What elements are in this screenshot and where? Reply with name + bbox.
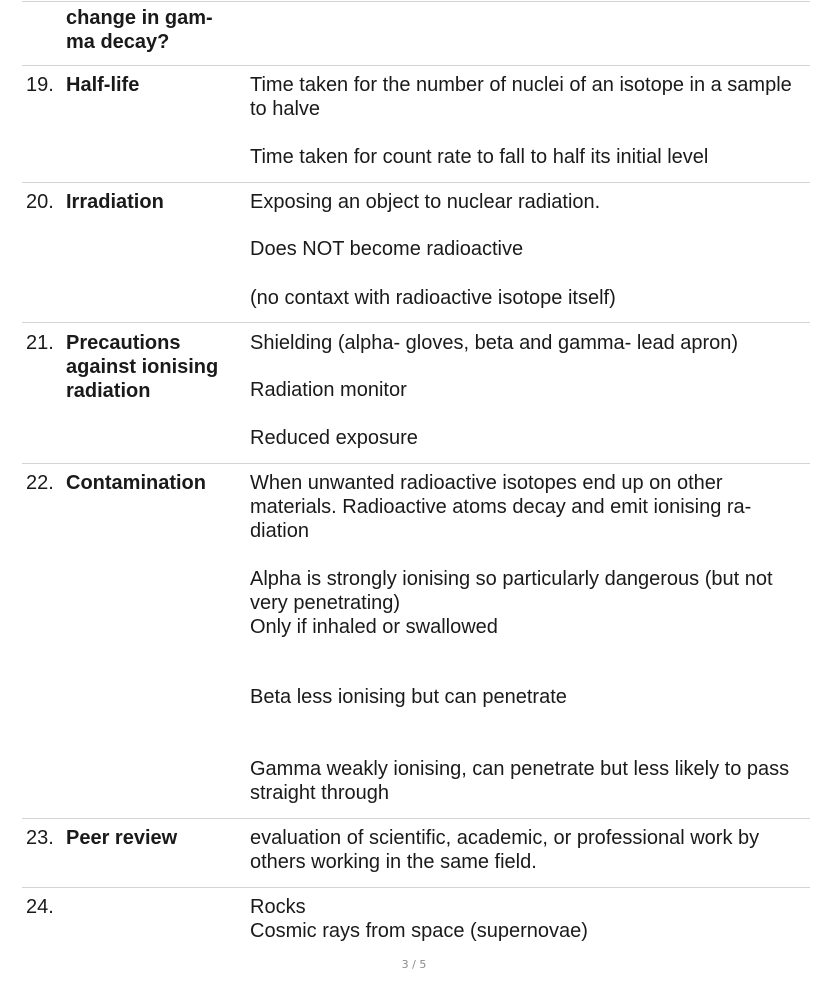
definition-text: Does NOT become radioactive — [250, 238, 524, 260]
row-divider — [22, 65, 810, 66]
term-cell — [26, 331, 241, 402]
definition-text: Radiation monitor — [250, 379, 407, 401]
definition-text: Alpha is strongly ionising so particularly dangerous (but not very penetrating) — [250, 568, 773, 614]
row-divider — [22, 1, 810, 2]
row-divider — [22, 182, 810, 183]
row-number: 21. — [26, 332, 54, 354]
definition-text: Exposing an object to nuclear radiation. — [250, 191, 601, 213]
row-number: 24. — [26, 896, 54, 918]
term-name: Irradiation — [66, 191, 164, 213]
definition-text: evaluation of scientific, academic, or professional work by others working in the same field. — [250, 827, 760, 873]
carryover-term: change in gam- ma decay? — [66, 7, 213, 53]
term-cell — [26, 895, 241, 919]
definition-text: Cosmic rays from space (supernovae) — [250, 920, 588, 942]
row-divider — [22, 887, 810, 888]
definition-text: Reduced exposure — [250, 427, 418, 449]
definition-text: Rocks — [250, 896, 306, 918]
term-cell — [26, 471, 241, 495]
definition-text: Shielding (alpha- gloves, beta and gamma- lead apron) — [250, 332, 739, 354]
definition-text: When unwanted radioactive isotopes end up on other materials. Radioactive atoms decay and emit ionising ra-diation — [250, 472, 752, 542]
definition-text: Only if inhaled or swallowed — [250, 616, 498, 638]
term-name: Contamination — [66, 472, 206, 494]
term-name: Half-life — [66, 74, 140, 96]
term-cell — [26, 826, 241, 850]
term-cell — [26, 190, 241, 214]
row-divider — [22, 322, 810, 323]
row-number: 23. — [26, 827, 54, 849]
definition-text: Beta less ionising but can penetrate — [250, 686, 567, 708]
definition-text: (no contaxt with radioactive isotope itself) — [250, 287, 616, 309]
definition-text: Time taken for count rate to fall to half its initial level — [250, 146, 709, 168]
definition-text: Time taken for the number of nuclei of an isotope in a sample to halve — [250, 74, 792, 120]
definition-text: Gamma weakly ionising, can penetrate but less likely to pass straight through — [250, 758, 790, 804]
term-name: Precautions against ionising radiation — [66, 332, 219, 402]
term-name: Peer review — [66, 827, 178, 849]
page-indicator: 3 / 5 — [401, 958, 427, 971]
term-cell — [26, 73, 241, 97]
row-number: 20. — [26, 191, 54, 213]
row-divider — [22, 818, 810, 819]
row-divider — [22, 463, 810, 464]
row-number: 22. — [26, 472, 54, 494]
row-number: 19. — [26, 74, 54, 96]
